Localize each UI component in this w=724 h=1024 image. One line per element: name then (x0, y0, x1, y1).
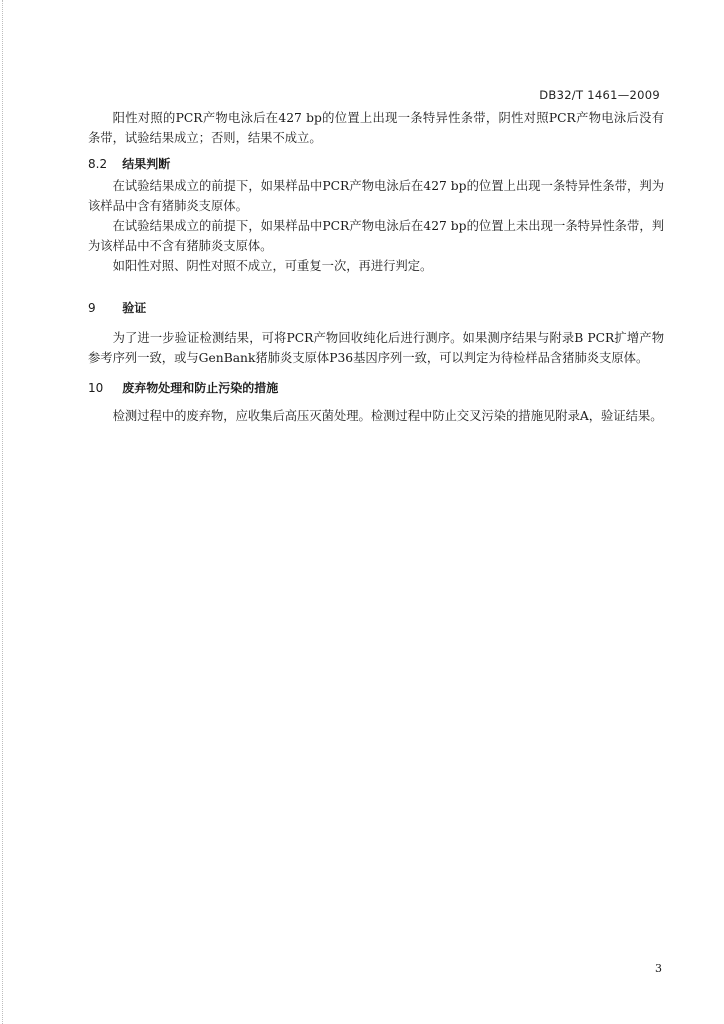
standard-code: DB32/T 1461—2009 (539, 88, 660, 102)
paragraph-8-2-b: 在试验结果成立的前提下，如果样品中PCR产物电泳后在427 bp的位置上未出现一条特异性条带，判为该样品中不含有猪肺炎支原体。 (88, 219, 664, 253)
section-heading-9 (88, 298, 664, 318)
scan-edge-line (2, 0, 4, 1024)
section-title: 验证 (122, 301, 147, 315)
section-number: 9 (88, 301, 96, 315)
section-heading-8-2 (88, 154, 664, 174)
paragraph-9: 为了进一步验证检测结果，可将PCR产物回收纯化后进行测序。如果测序结果与附录B PCR扩增产物参考序列一致，或与GenBank猪肺炎支原体P36基因序列一致，可以判定为待检样品含猪肺炎支原体。 (88, 331, 664, 365)
paragraph-8-2-c: 如阳性对照、阴性对照不成立，可重复一次，再进行判定。 (112, 259, 433, 273)
paragraph-10: 检测过程中的废弃物，应收集后高压灭菌处理。检测过程中防止交叉污染的措施见附录A，验证结果。 (112, 409, 663, 423)
section-heading-10 (88, 378, 664, 398)
section-number: 8.2 (88, 157, 108, 171)
section-title: 结果判断 (122, 157, 171, 171)
document-body (88, 108, 664, 426)
page-number: 3 (655, 962, 662, 975)
section-title: 废弃物处理和防止污染的措施 (122, 381, 279, 395)
paragraph-8-2-a: 在试验结果成立的前提下，如果样品中PCR产物电泳后在427 bp的位置上出现一条特异性条带，判为该样品中含有猪肺炎支原体。 (88, 179, 664, 213)
section-number: 10 (88, 381, 104, 395)
paragraph-8-1-tail: 阳性对照的PCR产物电泳后在427 bp的位置上出现一条特异性条带，阴性对照PCR产物电泳后没有条带，试验结果成立；否则，结果不成立。 (88, 111, 664, 145)
